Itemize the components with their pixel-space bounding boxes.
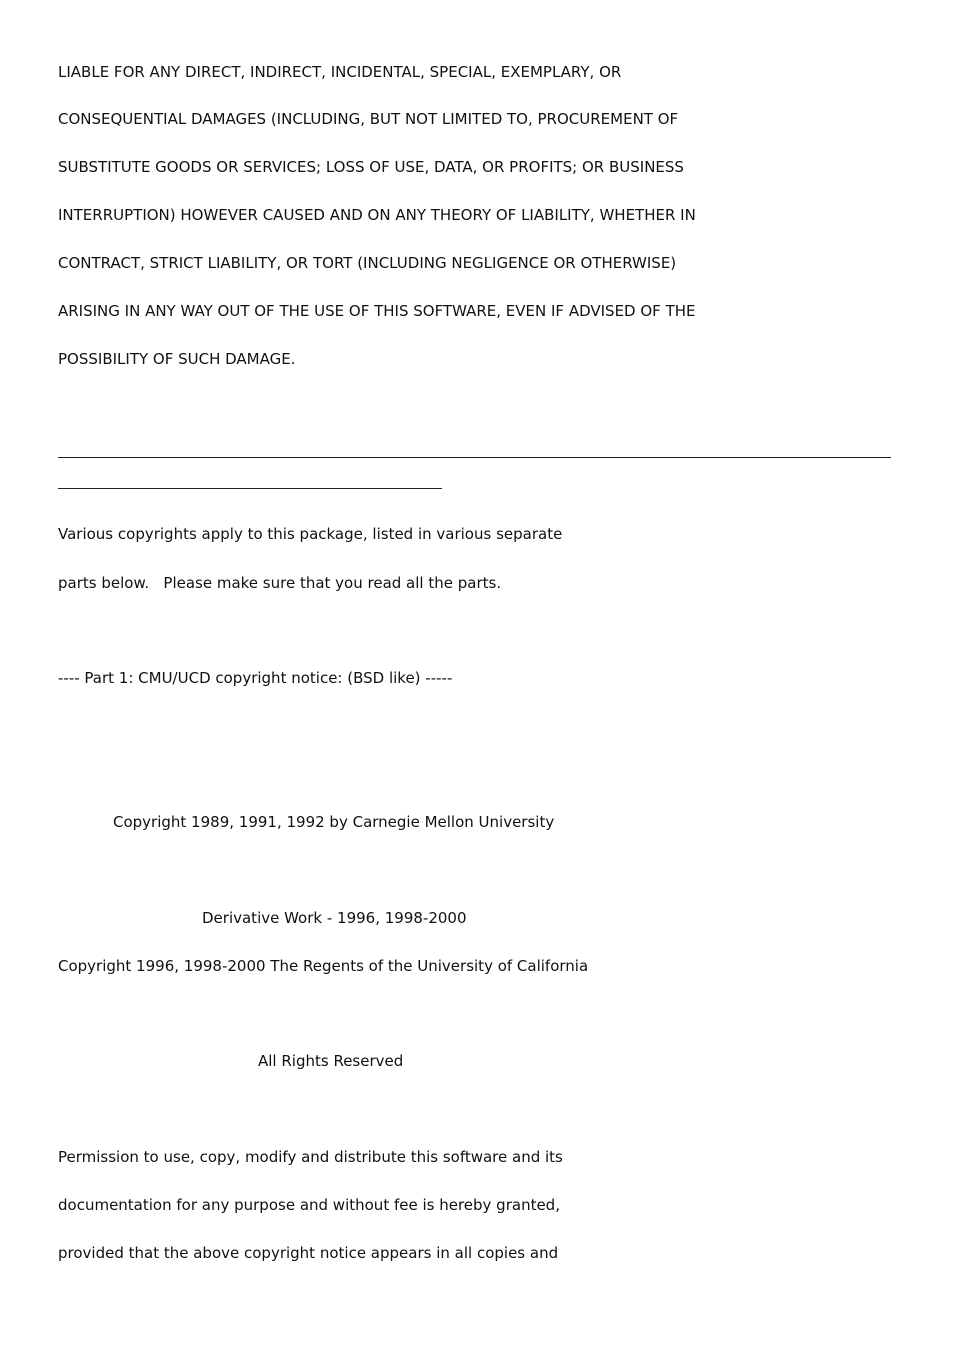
derivative-work: Derivative Work - 1996, 1998-2000 (202, 909, 467, 927)
uc-copyright: Copyright 1996, 1998-2000 The Regents of the University of California (58, 957, 589, 975)
intro-line: Various copyrights apply to this package, listed in various separate (58, 525, 563, 543)
license-line: ARISING IN ANY WAY OUT OF THE USE OF THIS SOFTWARE, EVEN IF ADVISED OF THE (58, 302, 696, 320)
part-heading: ---- Part 1: CMU/UCD copyright notice: (BSD like) ----- (58, 669, 453, 687)
intro-line: parts below. Please make sure that you read all the parts. (58, 574, 502, 592)
license-line: CONTRACT, STRICT LIABILITY, OR TORT (INCLUDING NEGLIGENCE OR OTHERWISE) (58, 254, 677, 272)
license-line: SUBSTITUTE GOODS OR SERVICES; LOSS OF USE, DATA, OR PROFITS; OR BUSINESS (58, 158, 684, 176)
license-line: LIABLE FOR ANY DIRECT, INDIRECT, INCIDENTAL, SPECIAL, EXEMPLARY, OR (58, 63, 622, 81)
cmu-copyright: Copyright 1989, 1991, 1992 by Carnegie Mellon University (113, 813, 555, 831)
license-line: POSSIBILITY OF SUCH DAMAGE. (58, 350, 296, 368)
separator-rule (58, 488, 442, 489)
permission-line: documentation for any purpose and without fee is hereby granted, (58, 1196, 560, 1214)
permission-line: provided that the above copyright notice appears in all copies and (58, 1244, 559, 1262)
license-line: INTERRUPTION) HOWEVER CAUSED AND ON ANY THEORY OF LIABILITY, WHETHER IN (58, 206, 696, 224)
permission-line: Permission to use, copy, modify and distribute this software and its (58, 1148, 563, 1166)
license-line: CONSEQUENTIAL DAMAGES (INCLUDING, BUT NOT LIMITED TO, PROCUREMENT OF (58, 110, 679, 128)
separator-rule (58, 457, 891, 458)
rights-reserved: All Rights Reserved (258, 1052, 404, 1070)
